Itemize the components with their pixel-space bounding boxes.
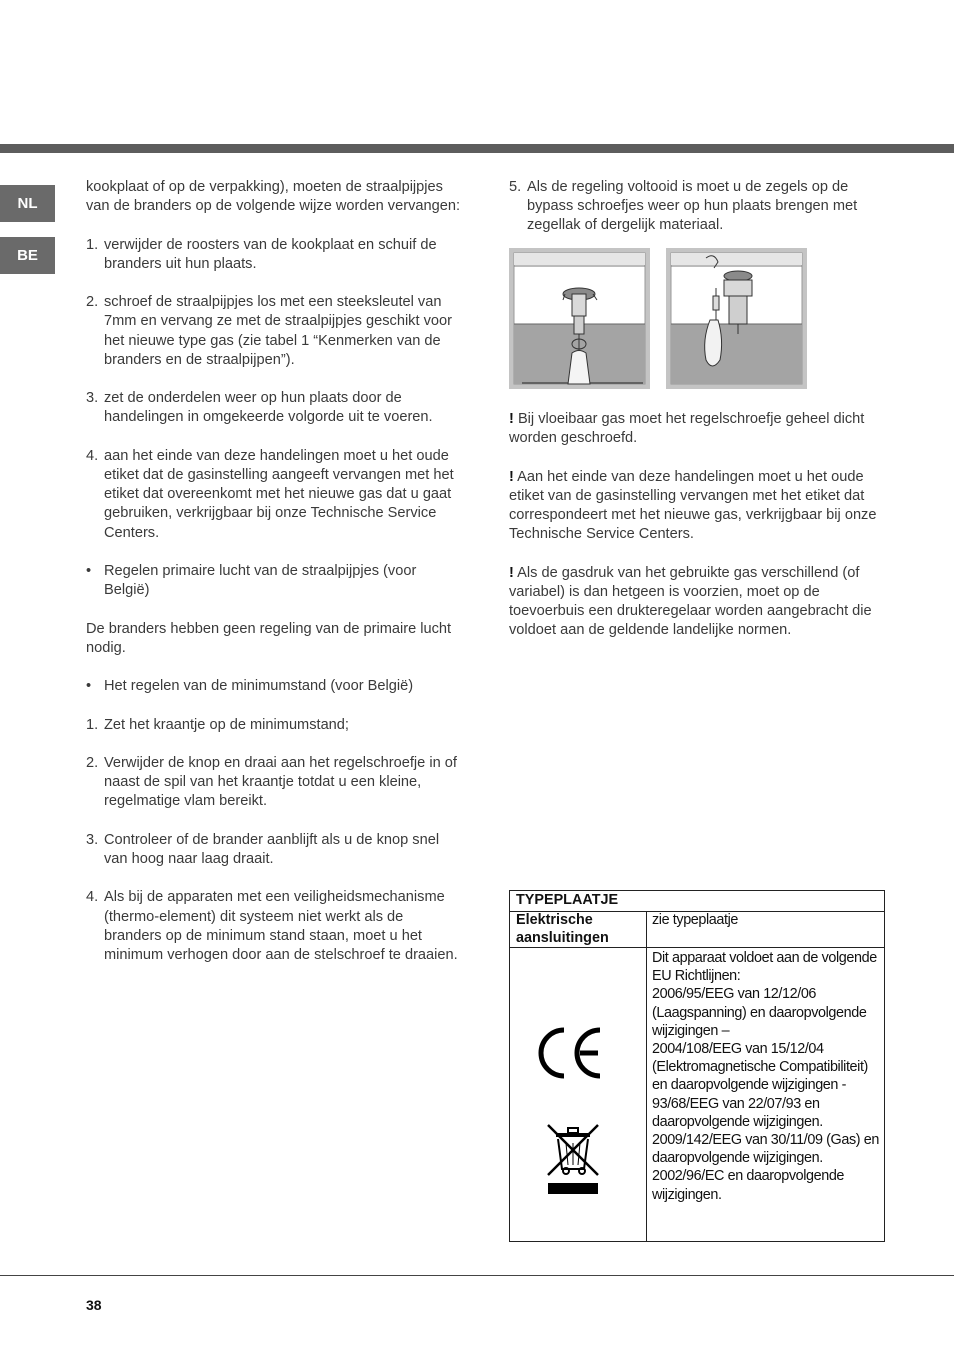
- electrical-connections-row: [510, 911, 884, 948]
- electrical-connections-value: zie typeplaatje: [652, 912, 739, 928]
- warning-icon: !: [509, 468, 514, 485]
- right-column-top: [509, 178, 889, 255]
- language-tab-nl: NL: [0, 185, 55, 222]
- warning-paragraph: ! Aan het einde van deze handelingen moet u het oude etiket van de gasinstelling vervangen met het etiket dat correspondeert met het nieuwe gas, verkrijgbaar bij onze Technische Service Centers.: [509, 468, 877, 543]
- primary-air-note: De branders hebben geen regeling van de primaire lucht nodig.: [86, 620, 452, 656]
- warning-icon: !: [509, 564, 514, 581]
- header-bar: [0, 144, 954, 153]
- step-item: 2. schroef de straalpijpjes los met een steeksleutel van 7mm en vervang ze met de straalpijpjes geschikt voor het nieuwe type gas (zie tabel 1 “Kenmerken van de branders en de straalpijpen”).: [86, 294, 452, 368]
- warnings-section: [509, 410, 889, 660]
- step-item: 1. Zet het kraantje op de minimumstand;: [86, 716, 349, 733]
- injector-illustration-2: [666, 248, 807, 389]
- step-item: 3. Controleer of de brander aanblijft als u de knop snel van hoog naar laag draait.: [86, 831, 440, 867]
- rating-plate-table: [509, 890, 885, 1242]
- page-number: 38: [86, 1297, 102, 1313]
- step-item: 4. aan het einde van deze handelingen moet u het oude etiket dat de gasinstelling aangeeft vervangen met het etiket dat overeenkomt met het nieuwe gas dat u gaat gebruiken, verkrijgbaar bij onze Technische Service Centers.: [86, 447, 454, 541]
- left-column: [86, 178, 464, 984]
- warning-paragraph: ! Als de gasdruk van het gebruikte gas verschillend (of variabel) is dan hetgeen is voorzien, moet op de toevoerbuis een drukteregelaar worden aangebracht die voldoet aan de geldende landelijke normen.: [509, 564, 872, 639]
- intro-paragraph: kookplaat of op de verpakking), moeten de straalpijpjes van de branders op de volgende wijze worden vervangen:: [86, 179, 461, 215]
- table-divider: [646, 911, 647, 1241]
- step-item: 3. zet de onderdelen weer op hun plaats door de handelingen in omgekeerde volgorde uit te voeren.: [86, 390, 433, 426]
- rating-plate-title: TYPEPLAATJE: [510, 891, 884, 912]
- language-tab-be: BE: [0, 237, 55, 274]
- footer-divider: [0, 1275, 954, 1276]
- electrical-connections-label: Elektrische aansluitingen: [516, 912, 609, 947]
- warning-icon: !: [509, 411, 514, 427]
- eu-directives-text: Dit apparaat voldoet aan de volgende EU Richtlijnen: 2006/95/EEG van 12/12/06 (Laagspanning) en daaropvolgende wijzigingen – 2004/108/EEG van 15/12/04 (Elektromagnetische Compatibiliteit) en daaropvolgende wijzigingen - 93/68/EEG van 22/07/93 en daaropvolgende wijzigingen. 2009/142/EEG van 30/11/09 (Gas) en daaropvolgende wijzigingen. 2002/96/EC en daaropvolgende wijzigingen.: [652, 950, 879, 1203]
- step-item: 2. Verwijder de knop en draai aan het regelschroefje in of naast de spil van het kraantje totdat u een kleine, regelmatige vlam bereikt.: [86, 754, 457, 810]
- ce-mark-icon: [536, 1025, 606, 1086]
- warning-paragraph: ! Bij vloeibaar gas moet het regelschroefje geheel dicht worden geschroefd.: [509, 411, 865, 447]
- weee-crossed-bin-icon: [546, 1123, 602, 1200]
- bullet-item: • Het regelen van de minimumstand (voor België): [86, 678, 414, 695]
- step-item: 5. Als de regeling voltooid is moet u de zegels op de bypass schroefjes weer op hun plaats brengen met zegellak of dergelijk materiaal.: [509, 179, 858, 234]
- step-item: 4. Als bij de apparaten met een veiligheidsmechanisme (thermo-element) dit systeem niet werkt als de branders op de minimum stand staan, moet u het minimum verhogen door aan de stelschroef te draaien.: [86, 889, 458, 963]
- step-item: 1. verwijder de roosters van de kookplaat en schuif de branders uit hun plaats.: [86, 236, 437, 272]
- bullet-item: • Regelen primaire lucht van de straalpijpjes (voor België): [86, 562, 417, 599]
- injector-illustration-1: [509, 248, 650, 389]
